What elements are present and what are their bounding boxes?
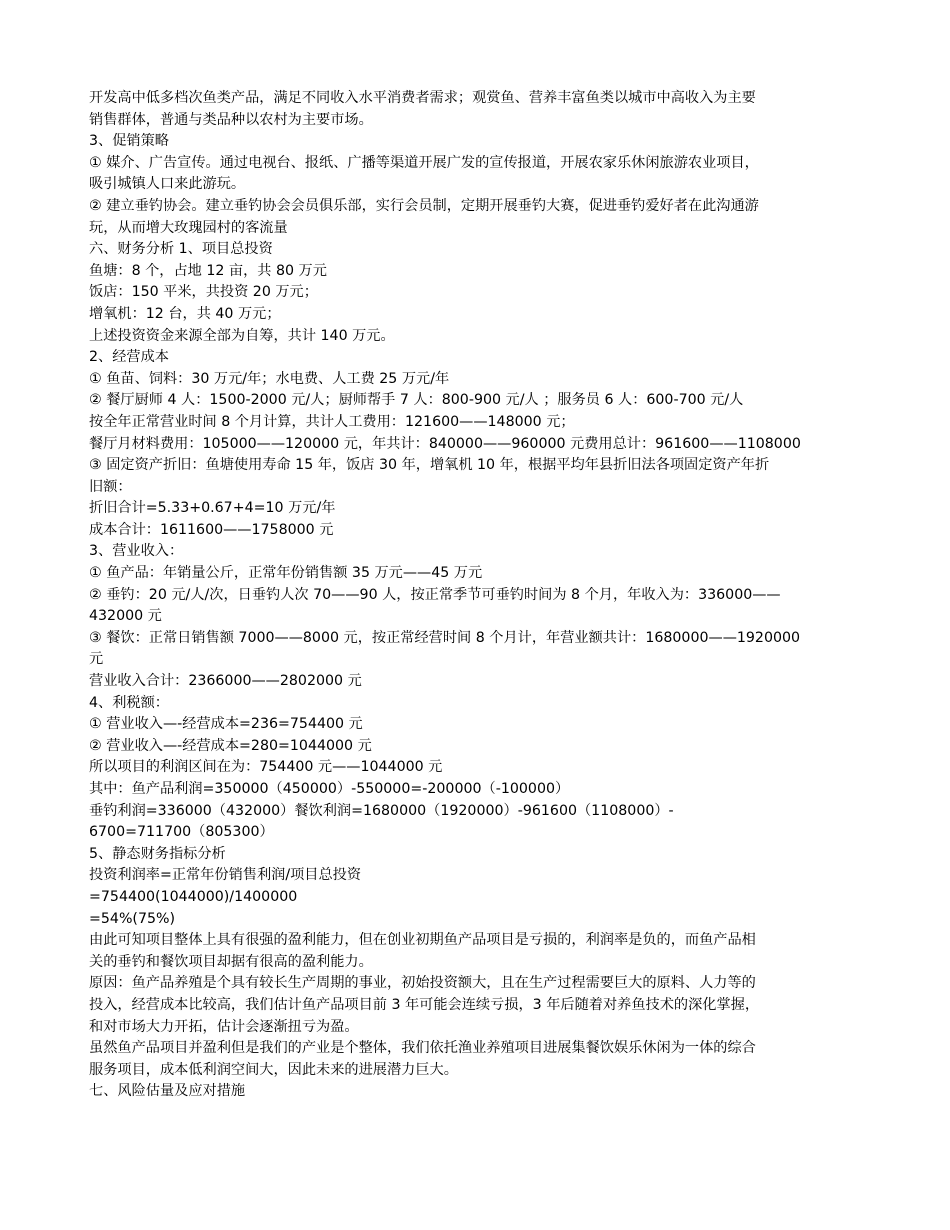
text-line-dining-revenue-2: 元 [89,651,104,668]
text-line-roi-formula: 投资利润率=正常年份销售利润/项目总投资 [89,867,362,884]
document-page [89,88,863,1103]
text-line-outlook-2: 服务项目，成本低利润空间大，因此未来的进展潜力巨大。 [89,1061,458,1078]
text-line-profit-low: ① 营业收入—-经营成本=236=754400 元 [89,716,363,733]
text-line-roi-result: =54%(75%) [89,910,176,927]
text-line-fishing-revenue-1: ② 垂钓：20 元/人/次，日垂钓人次 70——90 人，按正常季节可垂钓时间为 8 个月，年收入为：336000—— [89,586,781,603]
text-line-reason-1: 原因：鱼产品养殖是个具有较长生产周期的事业，初始投资额大，且在生产过程需要巨大的原料、人力等的 [89,975,756,992]
text-line-fishing-revenue-2: 432000 元 [89,608,162,625]
text-line-dining-revenue-1: ③ 餐饮：正常日销售额 7000——8000 元，按正常经营时间 8 个月计，年营业额共计：1680000——1920000 [89,629,801,646]
text-line-fishing-dining-profit-2: 6700=711700（805300） [89,824,274,841]
section-heading-finance: 六、财务分析 1、项目总投资 [89,241,273,258]
section-heading-operating-cost: 2、经营成本 [89,349,169,366]
text-line-outlook-1: 虽然鱼产品项目并盈利但是我们的产业是个整体，我们依托渔业养殖项目进展集餐饮娱乐休闲为一体的综合 [89,1040,756,1057]
text-line-ponds: 鱼塘：8 个，占地 12 亩，共 80 万元 [89,262,327,279]
text-line-market-2: 销售群体，普通与类品种以农村为主要市场。 [89,111,373,128]
text-line-funding: 上述投资资金来源全部为自筹，共计 140 万元。 [89,327,395,344]
text-line-depreciation-2: 旧额： [89,478,132,495]
text-line-fish-revenue: ① 鱼产品：年销量公斤，正常年份销售额 35 万元——45 万元 [89,565,483,582]
text-line-depreciation-total: 折旧合计=5.33+0.67+4=10 万元/年 [89,500,336,517]
text-line-labor-total: 按全年正常营业时间 8 个月计算，共计人工费用：121600——148000 元； [89,413,575,430]
section-heading-static-indicators: 5、静态财务指标分析 [89,845,226,862]
text-line-fish-profit: 其中：鱼产品利润=350000（450000）-550000=-200000（-100000） [89,781,570,797]
section-heading-risk: 七、风险估量及应对措施 [89,1083,246,1100]
section-heading-revenue: 3、营业收入： [89,543,184,560]
text-line-media-1: ① 媒介、广告宣传。通过电视台、报纸、广播等渠道开展广发的宣传报道，开展农家乐休闲旅游农业项目， [89,154,759,171]
text-line-cost-total: 成本合计：1611600——1758000 元 [89,521,334,538]
text-line-conclusion-2: 关的垂钓和餐饮项目却据有很高的盈利能力。 [89,953,373,970]
text-line-market-1: 开发高中低多档次鱼类产品，满足不同收入水平消费者需求；观赏鱼、营养丰富鱼类以城市中高收入为主要 [89,90,756,106]
text-line-fishing-dining-profit-1: 垂钓利润=336000（432000）餐饮利润=1680000（1920000）-961600（1108000）- [89,802,674,819]
text-line-depreciation-1: ③ 固定资产折旧：鱼塘使用寿命 15 年，饭店 30 年，增氧机 10 年，根据平均年县折旧法各项固定资产年折 [89,457,770,474]
text-line-reason-3: 和对市场大力开拓，估计会逐渐扭亏为盈。 [89,1018,359,1035]
section-heading-promotion: 3、促销策略 [89,133,169,150]
text-line-material-cost: 餐厅月材料费用：105000——120000 元，年共计：840000——960000 元费用总计：961600——1108000 [89,435,801,452]
text-line-feed-cost: ① 鱼苗、饲料：30 万元/年；水电费、人工费 25 万元/年 [89,370,450,387]
text-line-fishing-club-2: 玩，从而增大玫瑰园村的客流量 [89,219,288,236]
text-line-revenue-total: 营业收入合计：2366000——2802000 元 [89,673,362,690]
text-line-profit-range: 所以项目的利润区间在为：754400 元——1044000 元 [89,759,443,776]
text-line-aerators: 增氧机：12 台，共 40 万元； [89,305,281,322]
text-line-reason-2: 投入，经营成本比较高，我们估计鱼产品项目前 3 年可能会连续亏损，3 年后随着对养鱼技术的深化掌握， [89,996,760,1013]
text-line-profit-high: ② 营业收入—-经营成本=280=1044000 元 [89,737,372,754]
text-line-media-2: 吸引城镇人口来此游玩。 [89,176,246,193]
text-line-fishing-club-1: ② 建立垂钓协会。建立垂钓协会会员俱乐部，实行会员制，定期开展垂钓大赛，促进垂钓爱好者在此沟通游 [89,197,759,214]
text-line-conclusion-1: 由此可知项目整体上具有很强的盈利能力，但在创业初期鱼产品项目是亏损的，利润率是负的，而鱼产品相 [89,932,756,949]
text-line-roi-calc: =754400(1044000)/1400000 [89,888,298,905]
text-line-staff-cost: ② 餐厅厨师 4 人：1500-2000 元/人；厨师帮手 7 人：800-900 元/人 ；服务员 6 人：600-700 元/人 [89,392,744,409]
section-heading-profit-tax: 4、利税额： [89,694,169,711]
text-line-restaurant: 饭店：150 平米，共投资 20 万元； [89,284,318,301]
